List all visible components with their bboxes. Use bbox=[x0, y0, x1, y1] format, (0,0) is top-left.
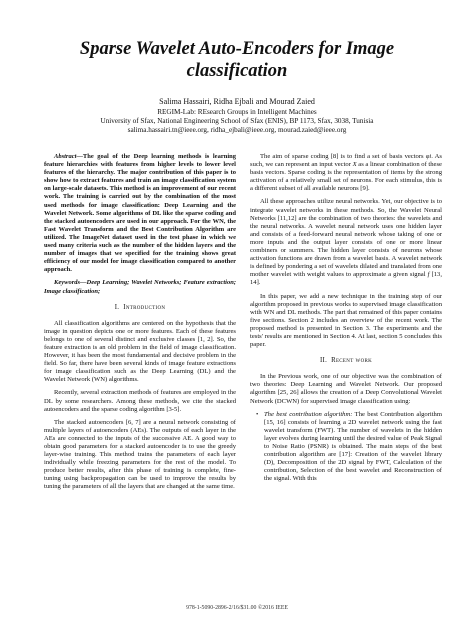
abstract bbox=[44, 153, 236, 274]
abstract-text: The goal of the Deep learning methods is learning feature hierarchies with features from higher levels to lower level features of the hierarchy. The major contribution of this paper is to show how to extract features and train an image classification system on large-scale datasets. This method is an improvement of our recent work. The training is carried out by the combination of the most used methods for image classification: Deep Learning and the Wavelet Network. Some algorithms of DL like the sparse coding and the stacked autoencoders are used in our approach. For the WN, the Fast Wavelet Transform and the Best Contribution Algorithm are utilized. The ImageNet dataset used in the test phase in which we used many criteria such as the number of the hidden layers and the number of images that we specified for the training shows great efficiency of our model for image classification compared to another approach. bbox=[44, 153, 236, 274]
text-run: . As such, we can represent an input vector bbox=[250, 153, 442, 169]
section-title: Recent work bbox=[331, 357, 373, 365]
paper-title: Sparse Wavelet Auto-Encoders for Image classification bbox=[79, 39, 395, 81]
paragraph: The stacked autoencoders [6, 7] are a neural network consisting of multiple layers of autoencoders (AEs). The outputs of each layer in the AEs are connected to the inputs of the successive AE. A good way to obtain good parameters for a stacked autoencoder is to use the greedy layer-wise training. This method trains the parameters of each layer individually while freezing parameters for the rest of the model. To produce better results, after this phase of training is complete, fine-tuning using backpropagation can be used to improve the results by tuning the parameters of all the layers that are changed at the same time. bbox=[44, 418, 236, 491]
affiliation-university: University of Sfax, National Engineering School of Sfax (ENIS), BP 1173, Sfax, 3038, Tunisia bbox=[100, 117, 374, 126]
method-list bbox=[250, 411, 442, 484]
affiliation-block bbox=[40, 108, 434, 136]
copyright-footer: 978-1-5090-2896-2/16/$31.00 ©2016 IEEE bbox=[186, 605, 288, 611]
list-item bbox=[264, 411, 442, 484]
text-run: [13, 14]. bbox=[250, 271, 442, 287]
paragraph-wavelet-networks bbox=[250, 198, 442, 287]
paragraph: All classification algorithms are centered on the hypothesis that the image in question depicts one or more features. Each of these features belongs to one of several distinct and exclusive classes [1, 2]. So, the feature extraction is an old problem in the field of image classification. However, it has been the most fundamental and decisive problem in the field. So far, there have been several kinds of image feature extractions for image classification such as the Deep Learning (DL) and the Wavelet Network (WN) algorithms. bbox=[44, 319, 236, 384]
keywords-text: Deep Learning; Wavelet Networks; Feature extraction; Image classification; bbox=[44, 279, 236, 295]
paragraph-paper-outline: In this paper, we add a new technique in the training step of our algorithm proposed in previous works to supervised image classification with WN and DL methods. The part that remained of this paper contains five sections. Section 2 includes an overview of the recent work. The proposed method is presented in Section 3. The experiments and the tests' results are mentioned in Section 4. At last, section 5 concludes this paper. bbox=[250, 292, 442, 349]
author-emails: salima.hassairi.tn@ieee.org, ridha_ejbali@ieee.org, mourad.zaied@ieee.org bbox=[127, 126, 347, 135]
math-symbol-x: X bbox=[352, 161, 357, 169]
bullet-title: The best contribution algorithm: bbox=[264, 410, 353, 418]
section-number: II. bbox=[319, 357, 328, 365]
affiliation-lab: REGIM-Lab: REsearch Groups in Intelligent Machines bbox=[157, 108, 317, 116]
math-symbol-f: f bbox=[427, 271, 430, 279]
keywords-label: Keywords bbox=[54, 279, 80, 287]
keywords bbox=[44, 279, 236, 295]
left-column bbox=[44, 153, 236, 497]
author-list: Salima Hassairi, Ridha Ejbali and Mourad Zaied bbox=[159, 97, 315, 106]
keywords-dash: — bbox=[80, 279, 87, 287]
bullet-text: The best Contribution algorithm [15, 16] consists of learning a 2D wavelet network using the fast wavelet transform (FWT). The number of wavelets in the hidden layer evolves during learning until the desired value of Peak Signal to Noise Ratio (PSNR) is obtained. The main steps of the best contribution algorithm are [17]: Creation of the wavelet library (D), Decomposition of the 2D signal by FWT, Calculation of the contribution, Selection of the best wavelet and Reconstruction of the signal. With this bbox=[264, 410, 442, 483]
section-title: Introduction bbox=[123, 303, 166, 311]
section-heading-introduction bbox=[44, 304, 236, 312]
text-run: All these approaches utilize neural networks. Yet, our objective is to integrate wavelet networks in these methods. So, the Wavelet Neural Networks [11,12] are the combination of two theories: the wavelets and the neural networks. A wavelet neural network uses one hidden layer and consists of a feed-forward neural network whose taking of one or more inputs and the output layer consists of one or more linear combiners or summers. The hidden layer consists of neurons whose activation functions are drawn from a wavelet basis. A wavelet network is defined by pondering a set of wavelets dilated and translated from one mother wavelet with weight values to approximate a given signal bbox=[250, 198, 442, 279]
abstract-label: Abstract bbox=[54, 153, 77, 160]
paragraph: Recently, several extraction methods of features are employed in the DL by some researchers. Among these methods, we cite the stacked autoencoders and the sparse coding algorithm [3-5]. bbox=[44, 389, 236, 413]
paragraph-sparse-coding bbox=[250, 153, 442, 193]
section-heading-recent-work bbox=[250, 357, 442, 365]
text-run: The aim of sparse coding [8] is to find a set of basis vectors bbox=[260, 153, 424, 160]
section-number: I. bbox=[114, 303, 120, 311]
math-symbol-phi: φi bbox=[425, 153, 432, 160]
abstract-dash: — bbox=[76, 153, 83, 160]
text-run: as a linear combination of these basis vectors. Sparse coding is the representation of items by the strong activation of a relatively small set of neurons. For each stimulus, this is a different subset of all available neurons [9]. bbox=[250, 161, 442, 193]
paragraph-previous-work: In the Previous work, one of our objective was the combination of two theories: Deep Learning and Wavelet Network. Our proposed algorithm [25, 26] allows the creation of a Deep Convolutional Wavelet Network (DCWN) for supervised image classification using: bbox=[250, 373, 442, 405]
right-column bbox=[250, 153, 442, 483]
